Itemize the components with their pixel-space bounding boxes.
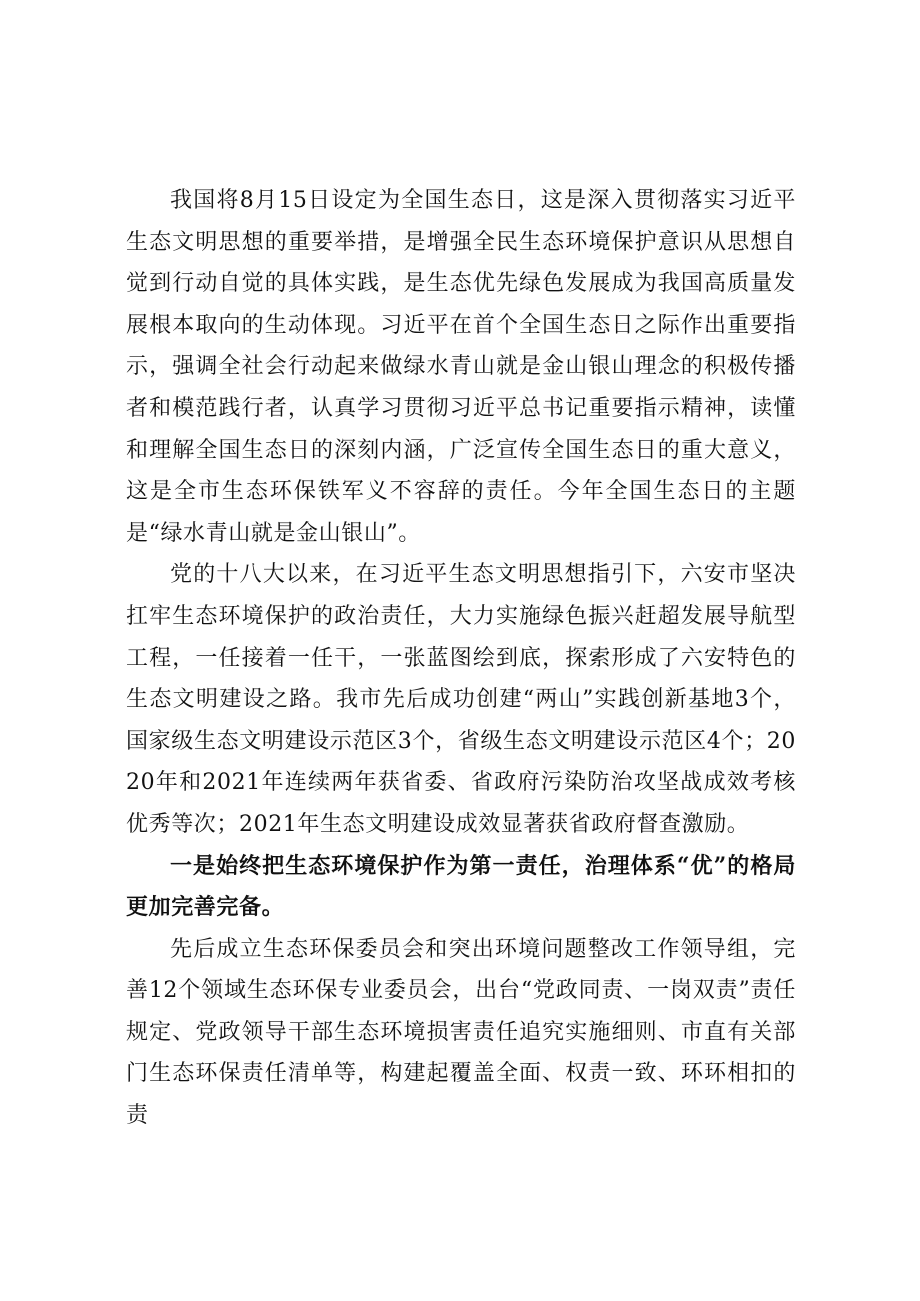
section-heading-first-responsibility: 一是始终把生态环境保护作为第一责任，治理体系“优”的格局更加完善完备。 <box>126 852 796 921</box>
paragraph-eco-day-intro: 我国将8月15日设定为全国生态日，这是深入贯彻落实习近平生态文明思想的重要举措，是增强全民生态环境保护意识从思想自觉到行动自觉的具体实践，是生态优先绿色发展成为我国高质量发展根本取向的生动体现。习近平在首个全国生态日之际作出重要指示，强调全社会行动起来做绿水青山就是金山银山理念的积极传播者和模范践行者，认真学习贯彻习近平总书记重要指示精神，读懂和理解全国生态日的深刻内涵，广泛宣传全国生态日的重大意义，这是全市生态环保铁军义不容辞的责任。今年全国生态日的主题是“绿水青山就是金山银山”。 <box>126 188 796 546</box>
paragraph-luan-achievements: 党的十八大以来，在习近平生态文明思想指引下，六安市坚决扛牢生态环境保护的政治责任，大力实施绿色振兴赶超发展导航型工程，一任接着一任干，一张蓝图绘到底，探索形成了六安特色的生态文明建设之路。我市先后成功创建“两山”实践创新基地3个，国家级生态文明建设示范区3个，省级生态文明建设示范区4个；2020年和2021年连续两年获省委、省政府污染防治攻坚战成效考核优秀等次；2021年生态文明建设成效显著获省政府督查激励。 <box>126 562 796 837</box>
paragraph-governance-system: 先后成立生态环保委员会和突出环境问题整改工作领导组，完善12个领域生态环保专业委员会，出台“党政同责、一岗双责”责任规定、党政领导干部生态环境损害责任追究实施细则、市直有关部门生态环保责任清单等，构建起覆盖全面、权责一致、环环相扣的责 <box>126 936 796 1129</box>
document-body <box>126 180 796 1137</box>
